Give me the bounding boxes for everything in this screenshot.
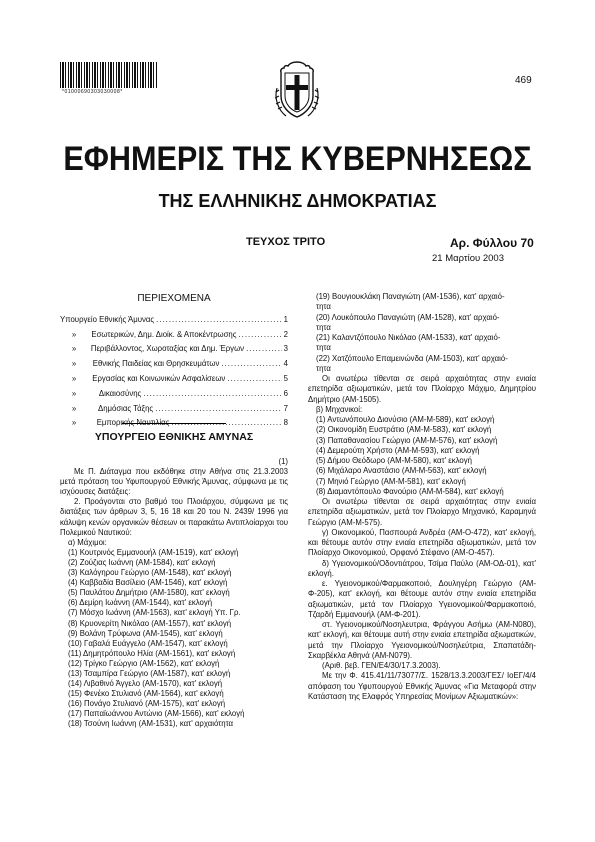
list-item: τητα	[316, 343, 331, 353]
list-item: (16) Πονάγο Στυλιανό (ΑΜ-1575), κατ' εκλογή	[68, 699, 226, 709]
paragraph-decision: Με την Φ. 415.41/11/73077/Σ. 1528/13.3.2003/ΓΕΣ/ ΙοΕΓ/4/4 απόφαση του Υφυπουργού Εθνικής Άμυνας «Για Μεταφορά στην Κατάσταση της Ελαφρός Υπηρεσίας Μονίμων Αξιωματικών»:	[308, 671, 536, 701]
list-item: (1) Κουτρινός Εμμανουήλ (ΑΜ-1519), κατ' εκλογή	[68, 547, 239, 557]
list-item: (18) Τσούνη Ιωάννη (ΑΜ-1531), κατ' αρχαιότητα	[68, 719, 234, 729]
paragraph-intro: Με Π. Διάταγμα που εκδόθηκε στην Αθήνα στις 21.3.2003 μετά πρόταση του Υφυπουργού Εθνικής Άμυνας, σύμφωνα με τις ισχύουσες διατάξεις:	[60, 467, 288, 497]
list-item: (10) Γαβαλά Ευάγγελο (ΑΜ-1547), κατ' εκλογή	[68, 638, 228, 648]
list-item: (22) Χατζόπουλο Επαμεινώνδα (ΑΜ-1503), κατ' αρχαιό-	[316, 353, 508, 363]
note-seniority-engineers: Οι ανωτέρω τίθενται σε σειρά αρχαιότητας στην ενιαία επετηρίδα αξιωματικών, μετά τον Πλοίαρχο Μηχανικό, Καραμηνά Γεώργιο (ΑΜ-Μ-575).	[308, 497, 536, 527]
list-item: τητα	[316, 322, 331, 332]
paragraph-dentist: δ) Υγειονομικού/Οδοντιάτρου, Τσίμα Παύλο (ΑΜ-ΟΔ-01), κατ' εκλογή.	[308, 558, 536, 578]
list-item: (19) Βουγιουκλάκη Παναγιώτη (ΑΜ-1536), κατ' αρχαιό-	[316, 292, 505, 301]
toc-item: » Εμπορικής Ναυτιλίας ..... 8	[60, 416, 288, 431]
toc-item: » Εργασίας και Κοινωνικών Ασφαλίσεων ..... 5	[60, 371, 288, 386]
toc-item: » Δικαιοσύνης ..... 6	[60, 386, 288, 401]
list-item: (5) Δήμου Θεόδωρο (ΑΜ-Μ-580), κατ' εκλογή	[316, 456, 472, 465]
list-item: (6) Δεμίρη Ιωάννη (ΑΜ-1544), κατ' εκλογή	[68, 598, 213, 608]
subheading-combatants: α) Μάχιμοι:	[68, 537, 107, 547]
sheet-number: Αρ. Φύλλου 70	[450, 236, 534, 250]
list-item: (20) Λουκόπουλο Παναγιώτη (ΑΜ-1528), κατ' αρχαιό-	[316, 312, 500, 322]
list-item: (8) Κρυονερίτη Νικόλαο (ΑΜ-1557), κατ' εκλογή	[68, 618, 232, 628]
toc-item: Υπουργείο Εθνικής Άμυνας ..... 1	[60, 312, 288, 327]
issue-date: 21 Μαρτίου 2003	[432, 253, 504, 264]
toc-item: » Περιβάλλοντος, Χωροταξίας και Δημ. Έργων ..... 3	[60, 342, 288, 357]
left-column-body	[60, 457, 288, 730]
page-number: 469	[515, 75, 532, 86]
issue-type: ΤΕΥΧΟΣ ΤΡΙΤΟ	[246, 236, 326, 248]
list-item: (12) Τρίγκο Γεώργιο (ΑΜ-1562), κατ' εκλογή	[68, 658, 220, 668]
list-item: (11) Δημητρόπουλο Ηλία (ΑΜ-1561), κατ' εκλογή	[68, 648, 236, 658]
list-item: (17) Παπαϊωάννου Αντώνιο (ΑΜ-1566), κατ' εκλογή	[68, 709, 245, 719]
list-item: (8) Διαμαντόπουλο Φανούριο (ΑΜ-Μ-584), κατ' εκλογή	[316, 486, 504, 496]
toc-item: » Δημόσιας Τάξης ..... 7	[60, 401, 288, 416]
list-item: (2) Οικονομίδη Ευστράτιο (ΑΜ-Μ-583), κατ' εκλογή	[316, 425, 492, 435]
paragraph-pharmacist: ε. Υγειονομικού/Φαρμακοποιό, Δουληγέρη Γεώργιο (ΑΜ-Φ-205), κατ' εκλογή, και θέτουμε αυτόν στην ενιαία επετηρίδα αξιωματικών, μετά τον Πλοίαρχο Υγειονομικού/Φαρμακοποιό, Τζαρδή Εμμανουήλ (ΑΜ-Φ-201).	[308, 579, 536, 619]
officer-list-continued	[308, 292, 536, 374]
barcode	[60, 62, 158, 88]
barcode-number: *01000690303030008*	[62, 89, 123, 95]
paragraph-nurse: στ. Υγειονομικού/Νοσηλευτρια, Φράγγου Ασήμω (ΑΜ-Ν080), κατ' εκλογή, και θέτουμε αυτή στην ενιαία επετηρίδα αξιωματικών, μετά την Πλοίαρχο Υγειονομικού/Νοσηλεύτρια, Σπαπατάδη-Σκαρβέκλα Αθηνά (ΑΜ-Ν079).	[308, 620, 536, 660]
subheading-engineers: β) Μηχανικοί:	[316, 404, 363, 414]
note-seniority-combatants: Οι ανωτέρω τίθενται σε σειρά αρχαιότητας στην ενιαία επετηρίδα αξιωματικών, μετά τον Πλοίαρχο Μάχιμο, Δημητρίου Δημήτριο (ΑΜ-1505).	[308, 374, 536, 404]
list-item: (13) Τσαμπίρα Γεώργιο (ΑΜ-1587), κατ' εκλογή	[68, 668, 231, 678]
officer-list	[60, 548, 288, 730]
paragraph-promotion: 2. Προάγονται στο βαθμό του Πλοιάρχου, σύμφωνα με τις διατάξεις των άρθρων 3, 5, 16 18 και 20 του Ν. 2439/ 1996 για κάλυψη κενών οργανικών θέσεων οι παρακάτω Αντιπλοίαρχοι του Πολεμικού Ναυτικού:	[60, 497, 288, 537]
list-item: (6) Μιχάλαρο Αναστάσιο (ΑΜ-Μ-563), κατ' εκλογή	[316, 466, 487, 476]
toc-item: » Εθνικής Παιδείας και Θρησκευμάτων ..... 4	[60, 356, 288, 371]
table-of-contents	[60, 312, 288, 430]
right-column-body	[308, 292, 536, 702]
contents-title: ΠΕΡΙΕΧΟΜΕΝΑ	[137, 293, 211, 304]
toc-item: » Εσωτερικών, Δημ. Διοίκ. & Αποκέντρωσης ..... 2	[60, 327, 288, 342]
decision-number: (1)	[278, 457, 288, 466]
list-item: (14) Λιβαθινό Άγγελο (ΑΜ-1570), κατ' εκλογή	[68, 679, 223, 689]
list-item: (1) Αντωνόπουλο Διονύσιο (ΑΜ-Μ-589), κατ' εκλογή	[316, 415, 495, 424]
list-item: (21) Καλαντζόπουλο Νικόλαο (ΑΜ-1533), κατ' αρχαιό-	[316, 333, 501, 342]
paragraph-economics: γ) Οικονομικού, Πασπουρά Ανδρέα (ΑΜ-Ο-472), κατ' εκλογή, και θέτουμε αυτόν στην ενιαία επετηρίδα αξιωματικών, μετά τον Πλοίαρχο Οικονομικού, Ορφανό Στέφανο (ΑΜ-Ο-457).	[308, 527, 536, 558]
engineer-list	[308, 415, 536, 497]
list-item: (3) Παπαθανασίου Γεώργιο (ΑΜ-Μ-576), κατ' εκλογή	[316, 435, 498, 445]
list-item: (9) Βολάνη Τρύφωνα (ΑΜ-1545), κατ' εκλογή	[68, 628, 223, 638]
list-item: (2) Ζούζιας Ιωάννη (ΑΜ-1584), κατ' εκλογή	[68, 557, 216, 567]
list-item: τητα	[316, 302, 331, 312]
list-item: (15) Φενέκο Στυλιανό (ΑΜ-1564), κατ' εκλογή	[68, 689, 224, 699]
list-item: (7) Μηνιό Γεώργιο (ΑΜ-Μ-581), κατ' εκλογή	[316, 476, 466, 486]
list-item: (4) Δεμερούτη Χρήστο (ΑΜ-Μ-593), κατ' εκλογή	[316, 445, 480, 455]
list-item: (7) Μόσχο Ιωάννη (ΑΜ-1563), κατ' εκλογή Υπ. Γρ.	[68, 608, 241, 618]
masthead-subtitle: ΤΗΣ ΕΛΛΗΝΙΚΗΣ ΔΗΜΟΚΡΑΤΙΑΣ	[158, 191, 437, 211]
list-item: (5) Παυλάτου Δημήτριο (ΑΜ-1580), κατ' εκλογή	[68, 588, 230, 598]
masthead-title: ΕΦΗΜΕΡΙΣ ΤΗΣ ΚΥΒΕΡΝΗΣΕΩΣ	[63, 140, 532, 178]
list-item: τητα	[316, 363, 331, 373]
list-item: (3) Καλόγηρου Γεώργιο (ΑΜ-1548), κατ' εκλογή	[68, 568, 232, 578]
greek-coat-of-arms-icon	[272, 58, 322, 120]
list-item: (4) Καββαδία Βασίλειο (ΑΜ-1546), κατ' εκλογή	[68, 578, 228, 588]
section-title: ΥΠΟΥΡΓΕΙΟ ΕΘΝΙΚΗΣ ΑΜΥΝΑΣ	[60, 431, 288, 443]
reference-number: (Αριθ. βεβ. ΓΕΝ/Ε4/30/17.3.2003).	[322, 661, 441, 670]
